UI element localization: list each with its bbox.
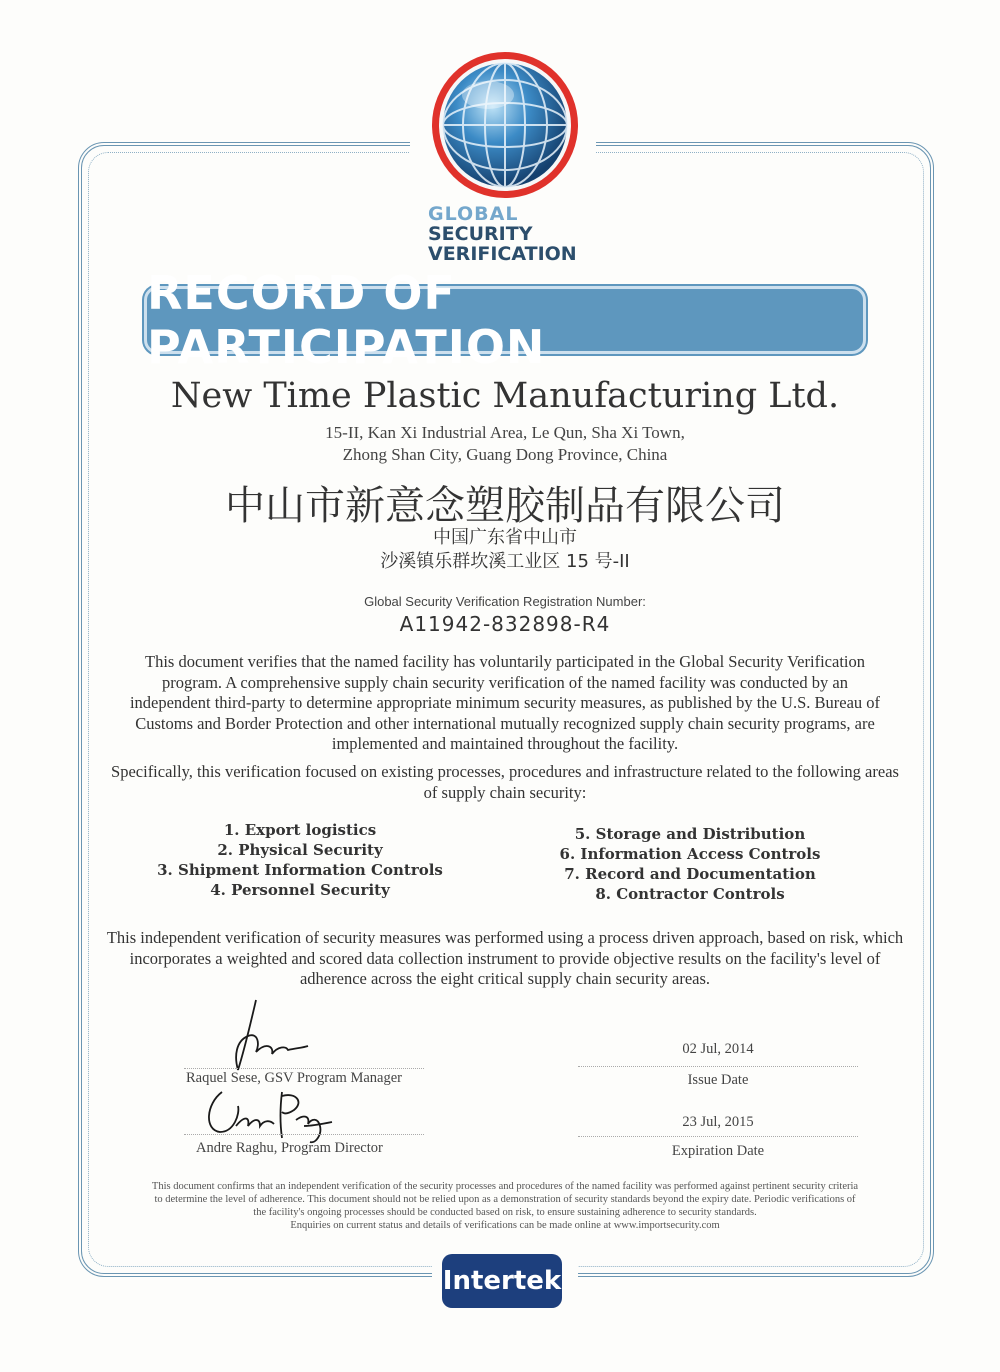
list-item: 8. Contractor Controls (595, 885, 785, 903)
title-banner (144, 266, 866, 374)
facility-name: New Time Plastic Manufacturing Ltd. (170, 376, 840, 416)
signature-andre-raghu (200, 1086, 340, 1148)
issue-date: 02 Jul, 2014 (682, 1041, 754, 1057)
issue-date-label: Issue Date (687, 1072, 749, 1088)
registration-number: A11942-832898-R4 (399, 612, 611, 636)
list-item: 4. Personnel Security (210, 881, 390, 899)
methodology-paragraph: This independent verification of security measures was performed using a process driven approach, based on risk, which incorporates a weighted and scored data collection instrument to provide objective results on the facility's level of adherence across the eight critical supply chain security areas. (106, 928, 904, 988)
logo-line-verification: VERIFICATION (428, 243, 577, 265)
intertek-logo (442, 1254, 562, 1308)
expiration-date: 23 Jul, 2015 (682, 1114, 754, 1130)
fine-print-line: the facility's ongoing processes should be conducted based on risk, to ensure sustaining adherence to security standards. (253, 1207, 757, 1218)
facility-address-chinese-line2: 沙溪镇乐群坎溪工业区 15 号-II (380, 551, 630, 572)
facility-name-chinese: 中山市新意念塑胶制品有限公司 (225, 483, 785, 529)
logo-line-security: SECURITY (428, 223, 533, 245)
gsv-wordmark (428, 204, 628, 264)
list-item: 7. Record and Documentation (564, 865, 816, 883)
list-item: 6. Information Access Controls (559, 845, 821, 863)
security-areas-right (540, 824, 840, 904)
page-title: RECORD OF PARTICIPATION (147, 266, 546, 374)
facility-address-line2: Zhong Shan City, Guang Dong Province, China (342, 445, 668, 464)
list-item: 2. Physical Security (217, 841, 383, 859)
intertek-logo-text: Intertek (442, 1266, 562, 1296)
expiration-date-label: Expiration Date (671, 1143, 765, 1159)
signer-2: Andre Raghu, Program Director (196, 1140, 383, 1156)
list-item: 5. Storage and Distribution (574, 825, 806, 843)
list-item: 3. Shipment Information Controls (157, 861, 443, 879)
globe-icon (430, 50, 580, 200)
scope-paragraph: Specifically, this verification focused on existing processes, procedures and infrastructure related to the following areas of supply chain security: (111, 762, 899, 802)
fine-print (100, 1180, 910, 1232)
signature-raquel-sese (226, 996, 316, 1076)
fine-print-line: This document confirms that an independent verification of the security processes and procedures of the named facility was performed against pertinent security criteria (151, 1181, 859, 1192)
list-item: 1. Export logistics (223, 821, 377, 839)
fine-print-line: Enquiries on current status and details of verifications can be made online at www.importsecurity.com (290, 1220, 720, 1231)
security-areas-left (150, 820, 450, 900)
facility-address-line1: 15-II, Kan Xi Industrial Area, Le Qun, Sha Xi Town, (325, 423, 685, 442)
verification-paragraph: This document verifies that the named facility has voluntarily participated in the Global Security Verification program. A comprehensive supply chain security verification of the named facility was conducted by an independent third-party to determine appropriate minimum security measures, as published by the U.S. Bureau of Customs and Border Protection and other international mutually recognized supply chain security programs, are implemented and maintained throughout the facility. (129, 652, 881, 753)
facility-address-chinese-line1: 中国广东省中山市 (433, 527, 577, 548)
registration-label: Global Security Verification Registration Number: (364, 594, 646, 609)
logo-line-global: GLOBAL (428, 203, 519, 225)
fine-print-line: to determine the level of adherence. This document should not be relied upon as a demonstration of security standards beyond the expiry date. Periodic verifications of (154, 1194, 856, 1205)
signer-1: Raquel Sese, GSV Program Manager (186, 1070, 402, 1086)
